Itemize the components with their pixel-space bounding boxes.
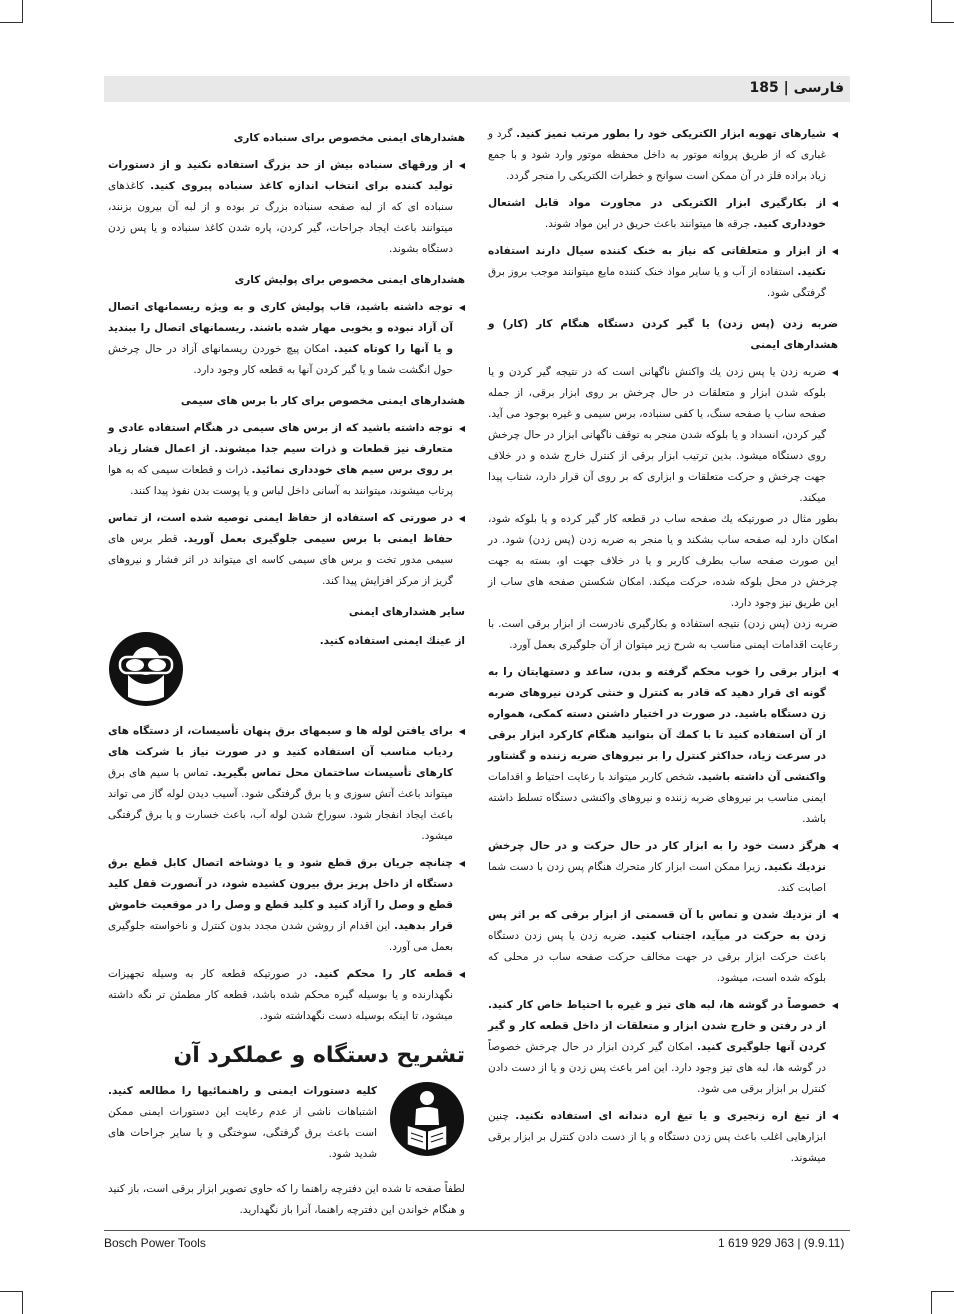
bullet-emphasis: ابزار برقی را خوب محکم گرفته و بدن، ساعد و دستهایتان را به گونه ای قرار دهید که قادر به کنترل و خنثی کردن نیروهای ضربه زن دستگاه باشید. در صورت در اختیار داشتن دسته کمکی، همواره از آن استفاده کنید تا با کمك آن بتوانید هنگام کارکرد ابزار برقی در سرعت زیاد، حداکثر کنترل را بر نیروهای ضربه زننده و گشتاور واکنشی آن داشته باشید. <box>488 666 826 783</box>
crop-mark-top-left <box>0 0 23 23</box>
bullet-text: ضربه زدن یا پس زدن یك واکنش ناگهانی است که در نتیجه گیر کردن و یا بلوکه شدن ابزار و متعلقات در حال چرخش بر روی ابزار برقی، از جمله صفحه ساب یا صفحه سنگ، یا کفی سنباده، برس سیمی و غیره بوجود می آید. گیر کردن، انسداد و یا بلوکه شدن منجر به توقف ناگهانی ابزار در حال چرخش روی دستگاه میشود. بدین ترتیب ابزار برقی از کنترل خارج شده و در خلاف جهت چرخش و حرکت متعلقات و ابزاری که بر روی آن قرار دارد، شتاب پیدا میکند. <box>488 366 826 504</box>
left-column <box>108 118 465 1221</box>
section-heading: سایر هشدارهای ایمنی <box>348 606 465 618</box>
bullet-emphasis: چنانچه جریان برق قطع شود و یا دوشاخه اتصال کابل قطع برق دستگاه از داخل پریز برق بیرون کشیده شود، در آنصورت قفل کلید قطع و وصل را آزاد کنید و کلید قطع و وصل را در موقعیت خاموش قرار بدهید. <box>108 857 453 932</box>
read-manual-emphasis: کلیه دستورات ایمنی و راهنمائیها را مطالعه کنید. <box>108 1085 377 1097</box>
safety-bullet <box>488 995 838 1100</box>
bullet-text: قطر برس های سیمی مدور تخت و برس های سیمی کاسه ای میتواند در اثر فشار و نیروهای گریز از مرکز افزایش پیدا کند. <box>108 533 453 587</box>
chapter-title: تشریح دستگاه و عملکرد آن <box>173 1043 465 1068</box>
bullet-emphasis: توجه داشته باشید که از برس های سیمی در هنگام استفاده عادی و متعارف نیز قطعات و ذرات سیم جدا میشوند. از اعمال فشار زیاد بر روی برس سیم های خودداری نمائید. <box>108 422 453 476</box>
bullet-emphasis: از بکارگیری ابزار الکتریکی در مجاورت مواد قابل اشتعال خودداری کنید. <box>488 197 826 230</box>
bullet-emphasis: خصوصاً در گوشه ها، لبه های تیز و غیره با احتیاط خاص کار کنید. از در رفتن و خارج شدن ابزار و متعلقات از داخل قطعه کار و گیر کردن آنها جلوگیری کنید. <box>488 999 826 1053</box>
read-manual-text: اشتباهات ناشی از عدم رعایت این دستورات ایمنی ممکن است باعث برق گرفتگی، سوختگی و یا سایر جراحات های شدید شود. <box>108 1106 377 1160</box>
bullet-emphasis: توجه داشته باشید، قاب پولیش کاری و به ویژه ریسمانهای اتصال آن آزاد نبوده و بخوبی مهار شده باشند. ریسمانهای اتصال را ببندید و یا آنها را کوتاه کنید. <box>108 301 453 355</box>
bullet-text: استفاده از آب و یا سایر مواد خنک کننده مایع میتوانند موجب بروز برق گرفتگی شود. <box>488 266 826 299</box>
bullet-emphasis: شیارهای تهویه ابزار الکتریکی خود را بطور مرتب تمیز کنید. <box>516 128 827 140</box>
bullet-emphasis: برای یافتن لوله ها و سیمهای برق پنهان تأسیسات، از دستگاه های ردیاب مناسب آن استفاده کنید و در صورت نیاز با شرکت های کارهای تأسیسات ساختمان محل تماس بگیرید. <box>108 725 453 779</box>
crop-mark-bottom-left <box>0 1291 23 1314</box>
body-paragraph: لطفاً صفحه تا شده این دفترچه راهنما را که حاوی تصویر ابزار برقی است، باز کنید و هنگام خواندن این دفترچه راهنما، آنرا باز نگهدارید. <box>108 1183 465 1216</box>
bullet-text: ذرات و قطعات سیمی که به هوا پرتاب میشوند، میتوانند به آسانی داخل لباس و یا پوست بدن نفوذ پیدا کنند. <box>108 464 453 497</box>
page-header <box>104 76 850 102</box>
read-manual-notice <box>108 1081 465 1165</box>
bullet-text: ضربه زدن یا پس زدن دستگاه باعث حرکت ابزار برقی در جهت مخالف حرکت صفحه ساب در محلی که بلوکه شده است، میشود. <box>488 930 826 984</box>
bullet-emphasis: از نزدیك شدن و تماس با آن قسمتی از ابزار برقی که بر اثر پس زدن به حرکت در میآید، اجتناب کنید. <box>488 909 826 942</box>
bullet-text: این اقدام از روشن شدن مجدد بدون کنترل و ناخواسته جلوگیری بعمل می آورد. <box>108 920 453 953</box>
bullet-text: شخص کاربر میتواند با رعایت احتیاط و اقدامات ایمنی مناسب بر نیروهای ضربه زننده و نیروهای واکنشی دستگاه تسلط داشته باشد. <box>488 771 826 825</box>
bullet-text: امکان پیچ خوردن ریسمانهای آزاد در حال چرخش حول انگشت شما و یا گیر کردن آنها به قطعه کار وجود دارد. <box>108 343 453 376</box>
safety-bullet <box>488 662 838 830</box>
footer-doc-code: 1 619 929 J63 | (9.9.11) <box>718 1236 845 1250</box>
body-paragraph: ضربه زدن (پس زدن) نتیجه استفاده و بکارگیری نادرست از ابزار برقی است. با رعایت اقدامات ایمنی مناسب به شرح زیر میتوان از آن جلوگیری بعمل آورد. <box>488 618 838 651</box>
right-column <box>488 118 838 1169</box>
bullet-text: گرد و غباری که از طریق پروانه موتور به داخل محفظه موتور وارد شود و با جمع زیاد براده فلز در آن ممکن است سوانح و خطرات الکتریکی را منجر گردد. <box>488 128 826 182</box>
page-title: فارسی | 185 <box>749 80 844 96</box>
goggles-notice <box>108 631 465 707</box>
bullet-emphasis: از ابزار و متعلقاتی که نیاز به خنک کننده سیال دارند استفاده نکنید. <box>488 245 826 278</box>
bullet-emphasis: در صورتی که استفاده از حفاظ ایمنی توصیه شده است، از تماس حفاظ ایمنی با برس سیمی جلوگیری بعمل آورید. <box>108 512 454 545</box>
bullet-emphasis: هرگز دست خود را به ابزار کار در حال حرکت و در حال چرخش نزدیك نکنید. <box>488 840 826 873</box>
safety-bullet <box>488 241 838 304</box>
section-heading: هشدارهای ایمنی مخصوص برای پولیش کاری <box>234 274 465 286</box>
body-paragraph: بطور مثال در صورتیکه یك صفحه ساب در قطعه کار گیر کرده و یا بلوکه شود، امکان دارد لبه صفحه ساب بشکند و یا منجر به ضربه زدن (پس زدن) شود. در این صورت صفحه ساب بطرف کاربر و یا در خلاف جهت او، بسته به جهت چرخش در محل بلوکه شده، حرکت میکند. امکان شکستن صفحه های ساب از این طریق نیز وجود دارد. <box>488 513 838 609</box>
bullet-emphasis: قطعه کار را محکم کنید. <box>314 968 453 980</box>
goggles-instruction: از عینك ایمنی استفاده کنید. <box>319 635 465 647</box>
safety-bullet <box>488 362 838 509</box>
safety-bullet <box>108 155 465 260</box>
safety-bullet <box>108 297 465 381</box>
safety-bullet <box>108 853 465 958</box>
safety-bullet <box>108 964 465 1027</box>
bullet-text: چنین ابزارهایی اغلب باعث پس زدن دستگاه و یا از دست دادن کنترل بر ابزار برقی میشوند. <box>488 1110 826 1164</box>
bullet-text: کاغذهای سنباده ای که از لبه صفحه سنباده بزرگ تر بوده و از لبه آن بیرون بزنند، میتوانند باعث ایجاد جراحات، گیر کردن، پاره شدن کاغذ سنباده و یا پس زدن دستگاه بشوند. <box>108 180 453 255</box>
safety-bullet <box>488 836 838 899</box>
section-heading: هشدارهای ایمنی مخصوص برای سنباده کاری <box>233 132 465 144</box>
bullet-text: امکان گیر کردن ابزار در حال چرخش خصوصاً در گوشه ها، لبه های تیز وجود دارد. این امر باعث پس زدن و یا از دست دادن کنترل بر ابزار برقی می شود. <box>488 1041 826 1095</box>
read-manual-icon <box>389 1081 465 1157</box>
safety-bullet <box>488 124 838 187</box>
section-heading: هشدارهای ایمنی مخصوص برای کار با برس های سیمی <box>180 395 465 407</box>
bullet-emphasis: از تیغ اره زنجیری و یا تیغ اره دندانه ای استفاده نکنید. <box>515 1110 826 1122</box>
crop-mark-bottom-right <box>931 1291 954 1314</box>
bullet-text: زیرا ممکن است ابزار کار متحرك هنگام پس زدن با دست شما اصابت کند. <box>488 861 826 894</box>
crop-mark-top-right <box>931 0 954 23</box>
section-heading: ضربه زدن (پس زدن) یا گیر کردن دستگاه هنگام کار (کار) و هشدارهای ایمنی <box>488 318 838 351</box>
footer-brand: Bosch Power Tools <box>104 1236 206 1250</box>
safety-bullet <box>488 1106 838 1169</box>
safety-bullet <box>108 418 465 502</box>
bullet-text: تماس با سیم های برق میتواند باعث آتش سوزی و یا برق گرفتگی شود. آسیب دیدن لوله گاز می تواند باعث ایجاد انفجار شود. سوراخ شدن لوله آب، باعث خسارت و یا برق گرفتگی میشود. <box>108 767 453 842</box>
safety-goggles-icon <box>108 631 184 707</box>
safety-bullet <box>108 721 465 847</box>
safety-bullet <box>488 193 838 235</box>
safety-bullet <box>488 905 838 989</box>
footer-divider <box>104 1230 850 1231</box>
bullet-text: در صورتیکه قطعه کار به وسیله تجهیزات نگهدارنده و یا بوسیله گیره محکم شده باشد، قطعه کار مطمئن تر نگه داشته میشود، تا اینکه بوسیله دست نگهداشته شود. <box>108 968 453 1022</box>
bullet-emphasis: از ورقهای سنباده بیش از حد بزرگ استفاده نکنید و از دستورات تولید کننده برای انتخاب اندازه کاغذ سنباده پیروی کنید. <box>108 159 453 192</box>
safety-bullet <box>108 508 465 592</box>
bullet-text: جرقه ها میتوانند باعث حریق در این مواد شوند. <box>544 218 754 230</box>
